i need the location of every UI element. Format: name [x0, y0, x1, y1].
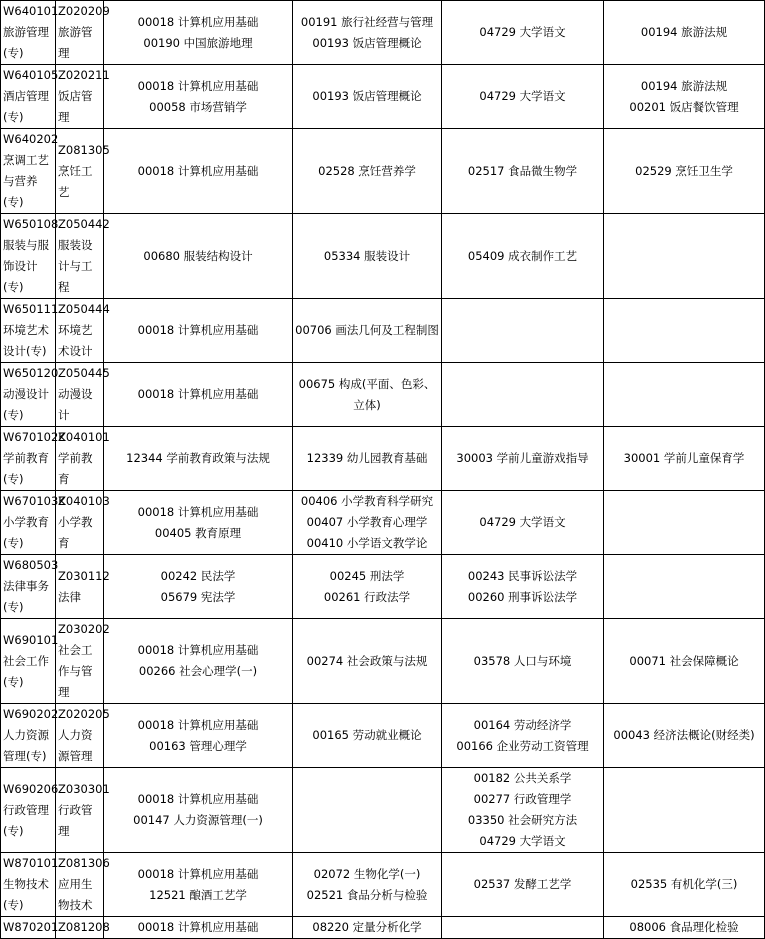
cell-line: 05679 宪法学: [160, 589, 236, 604]
cell-line: 00193 饭店管理概论: [312, 89, 422, 103]
cell-line: (专): [3, 408, 24, 422]
cell-line: 00194 旅游法规: [640, 78, 728, 93]
cell-line: 00260 刑事诉讼法学: [467, 589, 578, 604]
exam-major-cell: [1, 704, 59, 768]
cell-line: 00410 小学语文教学论: [306, 536, 428, 550]
table-row: [1, 65, 765, 129]
cell-line: 人力资源: [3, 728, 49, 742]
cell-line: 04729 大学语文: [479, 25, 566, 39]
exam-major-cell: [1, 427, 66, 491]
cell-line: 计: [58, 408, 70, 422]
course-cell-2: [293, 214, 442, 299]
course-cell-3: [442, 299, 604, 363]
table-row: [1, 491, 765, 555]
cell-line: 管理(专): [3, 749, 47, 763]
course-cell-4: [604, 427, 765, 491]
cell-line: (专): [3, 898, 24, 912]
cell-line: 理: [58, 46, 70, 60]
cell-line: (专): [3, 280, 24, 294]
cell-line: 00261 行政法学: [323, 589, 411, 604]
undergrad-major-cell: [56, 427, 110, 491]
course-cell-2: [293, 917, 442, 939]
exam-major-cell: [1, 299, 59, 363]
cell-line: 00018 计算机应用基础: [137, 792, 259, 806]
cell-line: 02072 生物化学(一): [313, 866, 421, 881]
cell-line: 00182 公共关系学: [473, 771, 572, 785]
cell-line: 00043 经济法概论(财经类): [613, 728, 755, 742]
cell-line: 学前教: [58, 451, 93, 465]
cell-line: 环境艺术: [3, 323, 49, 337]
course-cell-4: [604, 299, 765, 363]
course-cell-4: [604, 214, 765, 299]
cell-line: 00166 企业劳动工资管理: [456, 738, 589, 753]
cell-line: 设计(专): [3, 344, 47, 358]
cell-line: 12521 酿酒工艺学: [149, 887, 247, 902]
course-cell-2: [293, 555, 442, 619]
course-cell-2: [293, 1, 442, 65]
cell-line: W670103K: [3, 494, 66, 508]
course-cell-3: [442, 129, 604, 214]
cell-line: Z020209: [58, 4, 110, 18]
cell-line: 源管理: [58, 749, 93, 763]
exam-major-cell: [1, 65, 59, 129]
course-cell-3: [442, 427, 604, 491]
course-cell-1: [104, 129, 293, 214]
course-cell-2: [293, 619, 442, 704]
cell-line: 应用生: [58, 877, 93, 891]
cell-line: Z081208: [58, 920, 110, 934]
cell-line: (专): [3, 674, 24, 689]
cell-line: 与营养: [3, 174, 38, 188]
cell-line: 05409 成衣制作工艺: [467, 248, 578, 263]
course-cell-3: [442, 917, 604, 939]
cell-line: 环境艺: [58, 323, 93, 337]
cell-line: 00201 饭店餐饮管理: [629, 99, 739, 114]
course-cell-2: [293, 65, 442, 129]
cell-line: 12339 幼儿园教育基础: [306, 451, 428, 465]
cell-line: W640202: [3, 132, 59, 146]
cell-line: 饭店管: [58, 89, 93, 103]
undergrad-major-cell: [56, 768, 110, 853]
cell-line: W650111: [3, 302, 59, 316]
course-cell-1: [104, 363, 293, 427]
cell-line: 02521 食品分析与检验: [306, 887, 428, 902]
course-cell-2: [293, 491, 442, 555]
cell-line: 00018 计算机应用基础: [137, 717, 259, 732]
course-cell-2: [293, 768, 442, 853]
course-cell-3: [442, 214, 604, 299]
cell-line: 社会工: [58, 643, 93, 657]
cell-line: 05334 服装设计: [323, 248, 411, 263]
cell-line: (专): [3, 536, 24, 550]
cell-line: W640105: [3, 68, 59, 82]
cell-line: W670102K: [3, 430, 66, 444]
cell-line: 生物技术: [3, 877, 49, 891]
cell-line: 00243 民事诉讼法学: [467, 568, 578, 583]
cell-line: 00018 计算机应用基础: [137, 643, 259, 657]
course-cell-4: [604, 65, 765, 129]
undergrad-major-cell: [56, 65, 110, 129]
cell-line: 动漫设: [58, 387, 93, 401]
cell-line: 02535 有机化学(三): [630, 877, 738, 891]
cell-line: 00147 人力资源管理(一): [133, 813, 263, 827]
course-cell-3: [442, 853, 604, 917]
cell-line: 物技术: [58, 898, 93, 912]
cell-line: 00018 计算机应用基础: [137, 387, 259, 401]
cell-line: 02528 烹饪营养学: [318, 163, 416, 178]
course-cell-1: [104, 619, 293, 704]
exam-major-cell: [1, 363, 59, 427]
course-cell-1: [104, 491, 293, 555]
cell-line: 00266 社会心理学(一): [138, 664, 258, 678]
cell-line: Z020211: [58, 68, 110, 82]
cell-line: 00680 服装结构设计: [143, 248, 253, 263]
course-cell-2: [293, 427, 442, 491]
cell-line: 00163 管理心理学: [149, 738, 247, 753]
course-cell-3: [442, 1, 604, 65]
exam-major-cell: [1, 768, 59, 853]
table-row: [1, 363, 765, 427]
cell-line: 行政管: [58, 802, 93, 817]
course-cell-1: [104, 1, 293, 65]
cell-line: (专): [3, 600, 24, 614]
cell-line: 08006 食品理化检验: [629, 920, 739, 934]
cell-line: 酒店管理: [3, 89, 49, 103]
exam-major-cell: [1, 1, 59, 65]
table-row: [1, 917, 765, 939]
course-cell-1: [104, 704, 293, 768]
cell-line: 02537 发酵工艺学: [473, 877, 572, 891]
undergrad-major-cell: [56, 214, 110, 299]
cell-line: 00406 小学教育科学研究: [300, 494, 434, 508]
undergrad-major-cell: [56, 853, 110, 917]
cell-line: 00194 旅游法规: [640, 25, 728, 39]
course-cell-1: [104, 768, 293, 853]
cell-line: 行政管理: [3, 802, 49, 817]
cell-line: 00018 计算机应用基础: [137, 920, 259, 934]
cell-line: 烹饪工: [58, 163, 93, 178]
cell-line: 育: [58, 472, 70, 486]
cell-line: 社会工作: [3, 653, 49, 668]
undergrad-major-cell: [56, 129, 110, 214]
cell-line: 服装与服: [3, 238, 49, 252]
cell-line: 04729 大学语文: [479, 515, 566, 529]
course-cell-4: [604, 1, 765, 65]
cell-line: Z050444: [58, 302, 110, 316]
course-cell-4: [604, 917, 765, 939]
cell-line: 02529 烹饪卫生学: [635, 163, 733, 178]
cell-line: 30003 学前儿童游戏指导: [456, 451, 589, 465]
table-row: [1, 768, 765, 853]
cell-line: 30001 学前儿童保育学: [623, 451, 745, 465]
cell-line: 人力资: [58, 728, 93, 742]
cell-line: 03350 社会研究方法: [467, 813, 578, 827]
course-cell-3: [442, 768, 604, 853]
cell-line: 00245 刑法学: [329, 568, 405, 583]
cell-line: 02517 食品微生物学: [467, 163, 578, 178]
undergrad-major-cell: [56, 619, 110, 704]
cell-line: 理: [58, 685, 70, 699]
cell-line: W650108: [3, 217, 59, 231]
course-cell-1: [104, 917, 293, 939]
table-row: [1, 704, 765, 768]
cell-line: W640101: [3, 4, 59, 18]
course-cell-2: [293, 704, 442, 768]
table-row: [1, 853, 765, 917]
cell-line: 00018 计算机应用基础: [137, 866, 259, 881]
cell-line: Z020205: [58, 707, 110, 721]
cell-line: 旅游管理: [3, 25, 49, 39]
cell-line: 00191 旅行社经营与管理: [300, 14, 434, 29]
cell-line: 旅游管: [58, 25, 93, 39]
cell-line: 00018 计算机应用基础: [137, 78, 259, 93]
cell-line: 00675 构成(平面、色彩、立体): [298, 376, 436, 412]
cell-line: W680503: [3, 558, 59, 572]
cell-line: Z030301: [58, 781, 110, 796]
course-cell-3: [442, 491, 604, 555]
undergrad-major-cell: [56, 1, 110, 65]
cell-line: 00018 计算机应用基础: [137, 14, 259, 29]
exam-major-cell: [1, 853, 59, 917]
course-cell-3: [442, 704, 604, 768]
undergrad-major-cell: [56, 491, 110, 555]
exam-major-cell: [1, 214, 59, 299]
exam-major-cell: [1, 129, 59, 214]
cell-line: 00190 中国旅游地理: [143, 35, 253, 50]
cell-line: W690202: [3, 707, 59, 721]
cell-line: 00706 画法几何及工程制图: [295, 323, 439, 337]
cell-line: Z040101: [58, 430, 110, 444]
cell-line: 理: [58, 110, 70, 124]
cell-line: 00164 劳动经济学: [473, 717, 572, 732]
cell-line: (专): [3, 46, 24, 60]
cell-line: W690101: [3, 632, 59, 647]
cell-line: 法律: [58, 589, 81, 604]
undergrad-major-cell: [56, 704, 110, 768]
cell-line: 艺: [58, 184, 70, 199]
exam-major-cell: [1, 491, 66, 555]
table-row: [1, 214, 765, 299]
cell-line: 饰设计: [3, 259, 38, 273]
course-cell-4: [604, 768, 765, 853]
course-cell-4: [604, 129, 765, 214]
cell-line: 08220 定量分析化学: [312, 920, 422, 934]
cell-line: 00193 饭店管理概论: [312, 35, 422, 50]
cell-line: Z081306: [58, 856, 110, 870]
table-row: [1, 619, 765, 704]
cell-line: 作与管: [58, 664, 93, 678]
cell-line: Z030202: [58, 622, 110, 636]
exam-major-cell: [1, 917, 59, 939]
course-cell-3: [442, 555, 604, 619]
cell-line: W650120: [3, 366, 59, 380]
cell-line: Z050442: [58, 217, 110, 231]
cell-line: 00407 小学教育心理学: [306, 515, 428, 529]
course-cell-2: [293, 129, 442, 214]
cell-line: 04729 大学语文: [479, 89, 566, 103]
table-row: [1, 1, 765, 65]
cell-line: W870101: [3, 856, 59, 870]
course-cell-4: [604, 491, 765, 555]
cell-line: (专): [3, 823, 24, 838]
table-row: [1, 427, 765, 491]
cell-line: 理: [58, 823, 70, 838]
cell-line: (专): [3, 195, 24, 209]
cell-line: 03578 人口与环境: [473, 653, 572, 668]
cell-line: 计与工: [58, 259, 93, 273]
cell-line: Z030112: [58, 568, 110, 583]
course-cell-1: [104, 299, 293, 363]
cell-line: 烹调工艺: [3, 153, 49, 167]
cell-line: 00058 市场营销学: [149, 99, 247, 114]
course-cell-4: [604, 555, 765, 619]
cell-line: (专): [3, 472, 24, 486]
cell-line: 动漫设计: [3, 387, 49, 401]
course-cell-4: [604, 363, 765, 427]
course-cell-1: [104, 853, 293, 917]
course-cell-4: [604, 704, 765, 768]
cell-line: 00165 劳动就业概论: [312, 728, 422, 742]
cell-line: 00018 计算机应用基础: [137, 504, 259, 519]
course-cell-3: [442, 363, 604, 427]
cell-line: 00018 计算机应用基础: [137, 163, 259, 178]
cell-line: 小学教育: [3, 515, 49, 529]
course-cell-1: [104, 555, 293, 619]
cell-line: 00242 民法学: [160, 568, 236, 583]
undergrad-major-cell: [56, 363, 110, 427]
cell-line: Z050445: [58, 366, 110, 380]
course-cell-1: [104, 214, 293, 299]
cell-line: 00274 社会政策与法规: [306, 653, 428, 668]
cell-line: W690206: [3, 781, 59, 796]
table-row: [1, 555, 765, 619]
cell-line: 12344 学前教育政策与法规: [126, 451, 270, 465]
cell-line: 00405 教育原理: [154, 525, 242, 540]
cell-line: Z040103: [58, 494, 110, 508]
course-cell-1: [104, 427, 293, 491]
cell-line: 法律事务: [3, 579, 49, 593]
undergrad-major-cell: [56, 555, 110, 619]
course-cell-2: [293, 853, 442, 917]
course-cell-3: [442, 619, 604, 704]
course-cell-1: [104, 65, 293, 129]
cell-line: 程: [58, 280, 70, 294]
cell-line: 00071 社会保障概论: [629, 653, 739, 668]
cell-line: 术设计: [58, 344, 93, 358]
table-body: [1, 1, 765, 939]
table-row: [1, 129, 765, 214]
course-cell-2: [293, 363, 442, 427]
exam-major-cell: [1, 619, 59, 704]
course-cell-4: [604, 619, 765, 704]
cell-line: 小学教: [58, 515, 93, 529]
cell-line: 00018 计算机应用基础: [137, 323, 259, 337]
cell-line: 00277 行政管理学: [473, 792, 572, 806]
cell-line: W870201: [3, 920, 59, 934]
undergrad-major-cell: [56, 299, 110, 363]
course-cell-3: [442, 65, 604, 129]
exam-major-cell: [1, 555, 59, 619]
cell-line: 04729 大学语文: [479, 834, 566, 848]
table-row: [1, 299, 765, 363]
cell-line: Z081305: [58, 142, 110, 157]
undergrad-major-cell: [56, 917, 110, 939]
cell-line: (专): [3, 110, 24, 124]
course-cell-2: [293, 299, 442, 363]
course-cell-4: [604, 853, 765, 917]
cell-line: 学前教育: [3, 451, 49, 465]
cell-line: 服装设: [58, 238, 93, 252]
cell-line: 育: [58, 536, 70, 550]
